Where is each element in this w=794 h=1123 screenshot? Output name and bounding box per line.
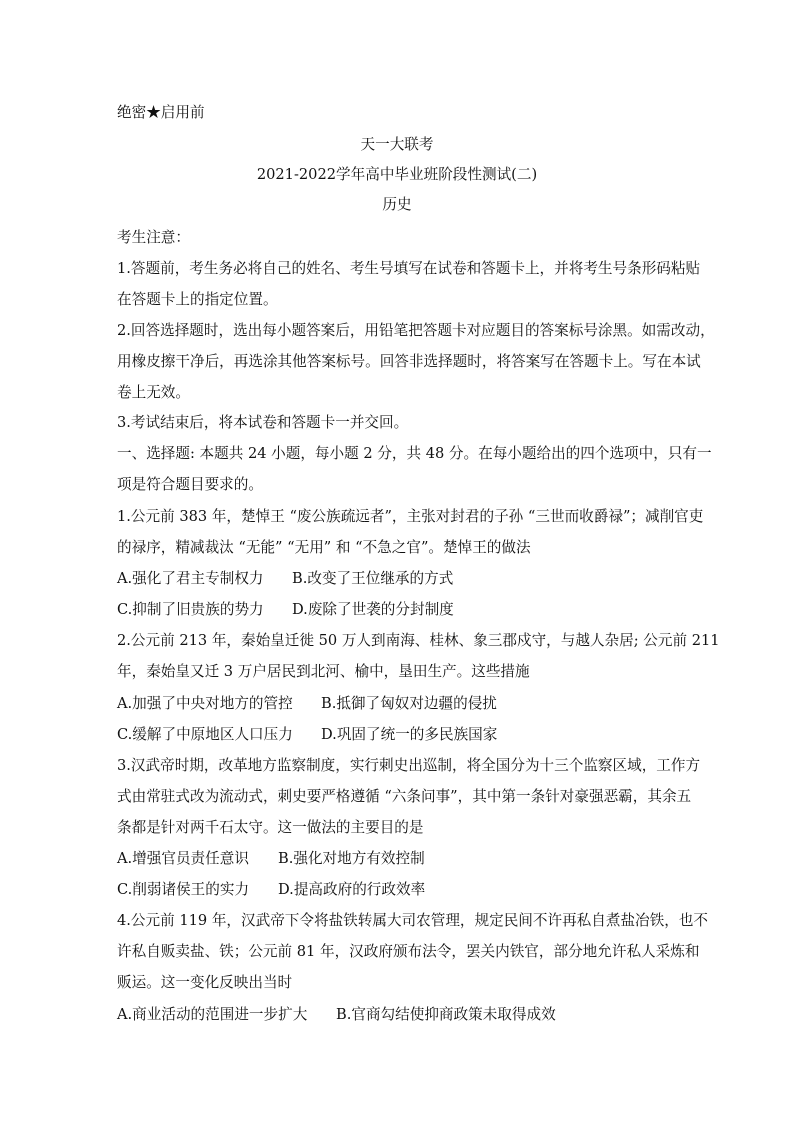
exam-organizer: 天一大联考 [360, 136, 434, 153]
question-4-option-a: A.商业活动的范围进一步扩大 [117, 1006, 308, 1023]
notice-item-2-cont: 用橡皮擦干净后，再选涂其他答案标号。回答非选择题时，将答案写在答题卡上。写在本试 [117, 353, 701, 370]
question-1-option-d: D.废除了世袭的分封制度 [292, 601, 454, 618]
question-2-option-b: B.抵御了匈奴对边疆的侵扰 [321, 695, 497, 712]
question-1-stem-cont: 的禄序，精减裁汰 “无能” “无用” 和 “不急之官”。楚悼王的做法 [117, 539, 531, 556]
question-3-option-a: A.增强官员责任意识 [117, 850, 249, 867]
question-3-option-c: C.削弱诸侯王的实力 [117, 881, 250, 898]
question-3-stem: 3.汉武帝时期，改革地方监察制度，实行刺史出巡制，将全国分为十三个监察区域，工作方 [117, 757, 701, 774]
section-heading-cont: 项是符合题目要求的。 [117, 476, 263, 493]
question-1-option-b: B.改变了王位继承的方式 [292, 570, 454, 587]
question-1-stem: 1.公元前 383 年，楚悼王 “废公族疏远者”，主张对封君的子孙 “三世而收爵禄”；减削官吏 [117, 508, 704, 525]
question-4-stem: 4.公元前 119 年，汉武帝下令将盐铁转属大司农管理，规定民间不许再私自煮盐冶铁，也不 [117, 912, 709, 929]
question-3-option-b: B.强化对地方有效控制 [278, 850, 425, 867]
question-4-option-b: B.官商勾结使抑商政策未取得成效 [336, 1006, 556, 1023]
subject-title: 历史 [382, 196, 412, 213]
notice-item-3: 3.考试结束后，将本试卷和答题卡一并交回。 [117, 414, 409, 431]
exam-title: 2021-2022学年高中毕业班阶段性测试(二) [256, 166, 538, 183]
question-1-option-c: C.抑制了旧贵族的势力 [117, 601, 264, 618]
notice-item-2: 2.回答选择题时，选出每小题答案后，用铅笔把答题卡对应题目的答案标号涂黑。如需改动， [117, 322, 715, 339]
question-2-option-a: A.加强了中央对地方的管控 [117, 695, 293, 712]
question-2-stem-cont: 年，秦始皇又迁 3 万户居民到北河、榆中，垦田生产。这些措施 [117, 663, 530, 680]
question-2-option-c: C.缓解了中原地区人口压力 [117, 726, 293, 743]
question-3-stem-cont: 式由常驻式改为流动式，刺史要严格遵循 “六条问事”，其中第一条针对豪强恶霸，其余五 [117, 788, 692, 805]
question-3-stem-cont2: 条都是针对两千石太守。这一做法的主要目的是 [117, 819, 424, 836]
question-2-option-d: D.巩固了统一的多民族国家 [321, 726, 498, 743]
notice-item-1: 1.答题前，考生务必将自己的姓名、考生号填写在试卷和答题卡上，并将考生号条形码粘贴 [117, 260, 701, 277]
question-1-option-a: A.强化了君主专制权力 [117, 570, 264, 587]
question-2-stem: 2.公元前 213 年，秦始皇迁徙 50 万人到南海、桂林、象三郡戍守，与越人杂居; 公元前 211 [117, 632, 720, 649]
notice-item-2-cont2: 卷上无效。 [117, 384, 190, 401]
question-4-stem-cont: 许私自贩卖盐、铁；公元前 81 年，汉政府颁布法令，罢关内铁官，部分地允许私人采炼和 [117, 943, 700, 960]
section-heading: 一、选择题: 本题共 24 小题，每小题 2 分，共 48 分。在每小题给出的四个选项中，只有一 [117, 445, 712, 462]
secret-label: 绝密★启用前 [117, 104, 205, 121]
notice-heading: 考生注意： [117, 229, 190, 246]
question-4-stem-cont2: 贩运。这一变化反映出当时 [117, 974, 293, 991]
notice-item-1-cont: 在答题卡上的指定位置。 [117, 291, 278, 308]
question-3-option-d: D.提高政府的行政效率 [278, 881, 426, 898]
